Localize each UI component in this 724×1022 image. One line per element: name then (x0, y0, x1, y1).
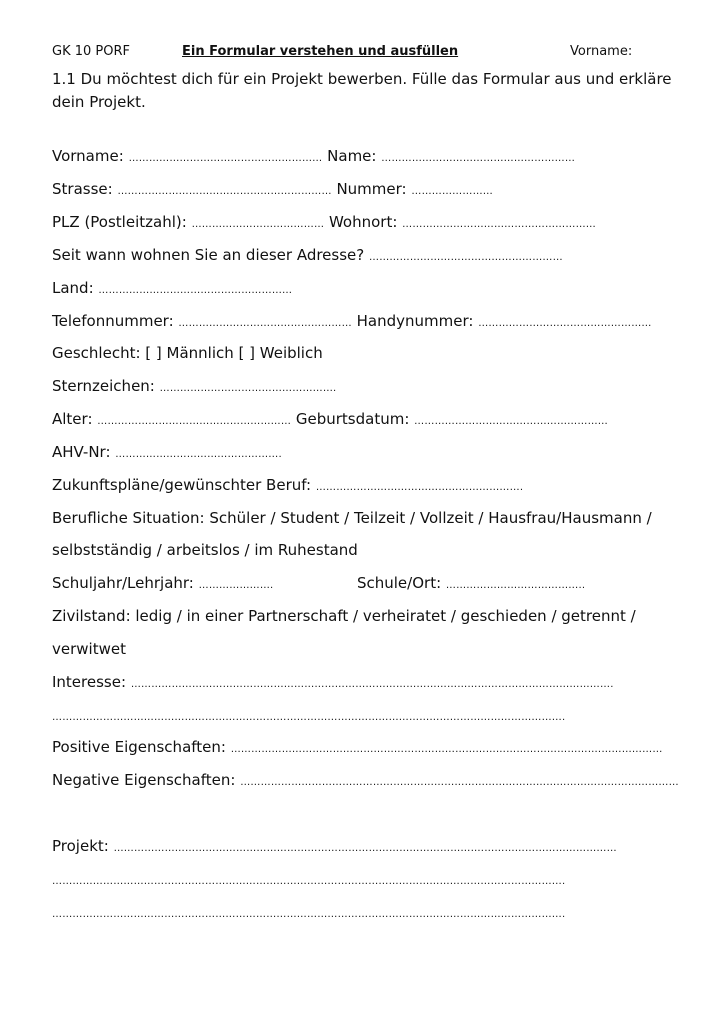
wohnort-label: Wohnort: (328, 213, 398, 231)
telefon-label: Telefonnummer: (52, 312, 174, 330)
course-code: GK 10 PORF (52, 44, 130, 59)
projekt-field-2[interactable]: ……………………………………………………………………………………………………………………………………. (52, 876, 566, 887)
row-berufliche-situation-1 (52, 508, 652, 528)
strasse-field[interactable]: ……………………………………………………… (117, 186, 332, 197)
row-projekt (52, 836, 617, 859)
wohnort-field[interactable]: ………………………………………………… (402, 219, 596, 230)
row-interesse (52, 672, 614, 695)
nummer-label: Nummer: (336, 180, 407, 198)
header-firstname-label: Vorname: (570, 44, 633, 59)
worksheet-title: Ein Formular verstehen und ausfüllen (182, 44, 459, 59)
row-interesse-2 (52, 705, 565, 728)
row-sternzeichen (52, 376, 336, 399)
schule-label: Schule/Ort: (356, 574, 442, 592)
row-telefon-handy (52, 311, 652, 334)
interesse-field-2[interactable]: ……………………………………………………………………………………………………………………………………. (52, 712, 566, 723)
interesse-field[interactable]: ……………………………………………………………………………………………………………………………. (130, 679, 614, 690)
vorname-field[interactable]: ………………………………………………… (128, 153, 323, 164)
zivilstand-options[interactable]: Zivilstand: ledig / in einer Partnerschaft / verheiratet / geschieden / getrennt / (52, 607, 636, 625)
row-vorname-name (52, 146, 575, 169)
ahv-label: AHV-Nr: (52, 443, 111, 461)
name-label: Name: (327, 147, 377, 165)
name-field[interactable]: ………………………………………………… (381, 153, 576, 164)
row-plz-wohnort (52, 212, 596, 235)
row-strasse-nummer (52, 179, 493, 202)
schule-field[interactable]: ………………………………….. (445, 580, 586, 591)
worksheet-header (52, 44, 672, 64)
seit-wann-field[interactable]: ………………………………………………… (369, 252, 563, 263)
vorname-label: Vorname: (52, 147, 124, 165)
row-projekt-2 (52, 869, 565, 892)
positive-field[interactable]: ……………………………………………………………………………………………….……………… (230, 744, 663, 755)
row-negative (52, 770, 679, 793)
zukunft-label: Zukunftspläne/gewünschter Beruf: (52, 476, 312, 494)
sternzeichen-field[interactable]: ……………………………………………. (159, 383, 337, 394)
row-alter-geburtsdatum (52, 409, 608, 432)
telefon-field[interactable]: …………………………………………… (178, 318, 352, 329)
row-ahv (52, 442, 282, 465)
projekt-field-3[interactable]: ……………………………………………………………………………………………………………………………………. (52, 909, 566, 920)
row-zivilstand-1 (52, 606, 636, 626)
row-positive (52, 737, 663, 760)
land-field[interactable]: ………………………………………………… (98, 285, 293, 296)
geburtsdatum-label: Geburtsdatum: (295, 410, 410, 428)
nummer-field[interactable]: …………………… (411, 186, 493, 197)
row-berufliche-situation-2 (52, 540, 358, 560)
handy-label: Handynummer: (356, 312, 474, 330)
row-zivilstand-2 (52, 639, 126, 659)
sternzeichen-label: Sternzeichen: (52, 377, 155, 395)
row-projekt-3 (52, 902, 565, 925)
land-label: Land: (52, 279, 94, 297)
row-geschlecht (52, 343, 323, 363)
projekt-field[interactable]: ……………………………………………………………………………………………….………………………………… (113, 843, 617, 854)
row-zukunft (52, 475, 523, 498)
row-land (52, 278, 292, 301)
schuljahr-label: Schuljahr/Lehrjahr: (52, 574, 194, 592)
alter-field[interactable]: ………………………………………………… (97, 416, 292, 427)
projekt-label: Projekt: (52, 837, 109, 855)
schuljahr-field[interactable]: …………………. (198, 580, 274, 591)
berufliche-situation-options[interactable]: Berufliche Situation: Schüler / Student / Teilzeit / Vollzeit / Hausfrau/Hausmann / (52, 509, 652, 527)
positive-label: Positive Eigenschaften: (52, 738, 226, 756)
berufliche-situation-options-cont[interactable]: selbstständig / arbeitslos / im Ruhestand (52, 541, 358, 559)
negative-field[interactable]: ………………………………………………………………………………………………………………… (240, 777, 679, 788)
row-seit-wann (52, 245, 563, 268)
strasse-label: Strasse: (52, 180, 113, 198)
task-instruction: 1.1 Du möchtest dich für ein Projekt bewerben. Fülle das Formular aus und erkläre dein Projekt. (52, 70, 672, 111)
geburtsdatum-field[interactable]: ………………………………………………… (414, 416, 608, 427)
geschlecht-options[interactable]: Geschlecht: [ ] Männlich [ ] Weiblich (52, 344, 323, 362)
plz-field[interactable]: ………………………………… (191, 219, 325, 230)
row-schuljahr-schule (52, 573, 585, 596)
zukunft-field[interactable]: ……………………………………………………. (315, 482, 524, 493)
handy-field[interactable]: …………………………………………… (478, 318, 652, 329)
alter-label: Alter: (52, 410, 93, 428)
zivilstand-options-cont[interactable]: verwitwet (52, 640, 126, 658)
seit-wann-label: Seit wann wohnen Sie an dieser Adresse? (52, 246, 365, 264)
negative-label: Negative Eigenschaften: (52, 771, 236, 789)
interesse-label: Interesse: (52, 673, 127, 691)
plz-label: PLZ (Postleitzahl): (52, 213, 187, 231)
ahv-field[interactable]: …………………………………………. (115, 449, 282, 460)
